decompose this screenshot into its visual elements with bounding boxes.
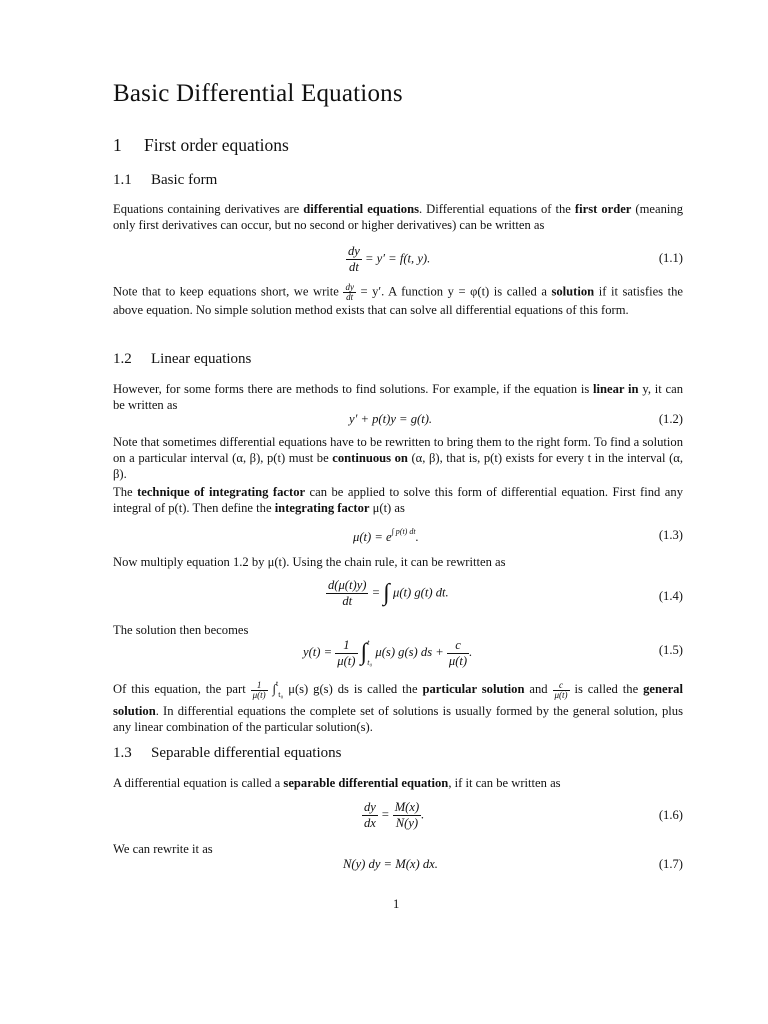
paragraph-solution-becomes: The solution then becomes — [113, 623, 249, 637]
section-number: 1 — [113, 135, 122, 155]
section-title: Linear equations — [151, 351, 252, 367]
equation-1-2: y′ + p(t)y = g(t). (1.2) — [349, 412, 683, 426]
paragraph-integrating-factor: The technique of integrating factor can be applied to solve this form of differential equation. First find any integral of p(t). Then define the integrating factor μ(t) as — [113, 485, 683, 515]
inline-fraction: $\frac{dy}{dt}$ — [345, 282, 354, 302]
equation-number: (1.5) — [658, 643, 683, 657]
equation-1-6: $\frac{dy}{dx}$ = $\frac{M(x)}{N(y)}$ . (1.6) — [364, 800, 683, 830]
subsection-heading-1-1 — [113, 172, 217, 189]
section-title: Basic form — [151, 172, 218, 188]
equation-1-4: $\frac{d(\mu(t)y)}{dt}$ = ∫ μ(t) g(t) dt. (1.4) — [328, 578, 683, 608]
term-solution: solution — [551, 284, 595, 299]
subsection-heading-1-3 — [113, 745, 341, 762]
term-separable-differential-equation: separable differential equation — [283, 776, 449, 790]
equation-1-5: y(t) = $\frac{1}{\mu(t)}$ ∫ t t₀ μ(s) g(s) ds + $\frac{c}{\mu(t)}$ . (1.5) — [303, 637, 683, 668]
paragraph-separable: A differential equation is called a separable differential equation, if it can be written as — [113, 776, 561, 790]
equation-number: (1.3) — [658, 528, 683, 542]
page-number: 1 — [393, 897, 400, 911]
fraction: $\frac{dy}{dx}$ — [364, 800, 376, 830]
paragraph-continuity: Note that sometimes differential equations have to be rewritten to bring them to the right form. To find a solution on a particular interval (α, β), p(t) must be continuous on (α, β), that is, p(t) exists for every t in the interval (α, β). — [113, 435, 684, 481]
equation-number: (1.1) — [658, 251, 683, 265]
paragraph-rewrite: We can rewrite it as — [113, 842, 213, 856]
integral-sign: ∫ — [383, 580, 390, 606]
term-particular-solution: particular solution — [422, 682, 525, 696]
equation-number: (1.6) — [658, 808, 683, 822]
equation-1-3: $\mu(t) = e^{\int p(t) dt}$. (1.3) — [353, 527, 683, 544]
equation-number: (1.7) — [658, 857, 683, 871]
inline-fraction: $\frac{1}{\mu(t)}$ — [252, 679, 266, 700]
fraction: $\frac{dy}{dt}$ — [348, 244, 360, 274]
section-title: Separable differential equations — [151, 745, 342, 761]
term-general-solution: general solution — [113, 682, 683, 718]
term-differential-equations: differential equations — [303, 202, 419, 216]
equation-number: (1.2) — [658, 412, 683, 426]
fraction: $\frac{M(x)}{N(y)}$ — [394, 800, 420, 830]
term-linear-in: linear in — [593, 382, 639, 396]
paragraph-particular-general: Of this equation, the part $\frac{1}{\mu(t)}$ ∫$^t_{t_0}$ μ(s) g(s) ds is called the particular solution and $\frac{c}{\mu(t)}$ is called the general solution. In differential equations the complete set of solutions is usually formed by the general solution, plus any linear combination of the particular solution(s). — [113, 679, 683, 734]
fraction: $\frac{c}{\mu(t)}$ — [448, 637, 468, 668]
integral-sign: ∫ — [360, 639, 368, 666]
section-number: 1.3 — [113, 745, 132, 761]
term-continuous-on: continuous on — [332, 451, 408, 465]
section-heading-1 — [113, 135, 289, 156]
section-title: First order equations — [144, 135, 289, 155]
paragraph-multiply: Now multiply equation 1.2 by μ(t). Using the chain rule, it can be rewritten as — [113, 555, 506, 569]
section-number: 1.2 — [113, 351, 132, 367]
equation-1-7: N(y) dy = M(x) dx. (1.7) — [343, 857, 683, 871]
paragraph-solution-note: Note that to keep equations short, we write $\frac{dy}{dt}$ = y′. A function y = φ(t) is called a solution if it satisfies the above equation. No simple solution method exists that can solve all differential equations of this form. — [113, 282, 684, 317]
paragraph-linear-intro: However, for some forms there are methods to find solutions. For example, if the equation is linear in y, it can be written as — [113, 382, 684, 412]
equation-number: (1.4) — [658, 589, 683, 603]
inline-fraction: $\frac{c}{\mu(t)}$ — [554, 679, 568, 700]
term-technique-of-integrating-factor: technique of integrating factor — [137, 485, 306, 499]
paragraph-basic-form: Equations containing derivatives are differential equations. Differential equations of the first order (meaning only first derivatives can occur, but no second or higher derivatives) can be written as — [113, 202, 683, 232]
section-number: 1.1 — [113, 172, 132, 188]
fraction: $\frac{d(\mu(t)y)}{dt}$ — [328, 578, 367, 608]
subsection-heading-1-2 — [113, 351, 251, 368]
fraction: $\frac{1}{\mu(t)}$ — [337, 637, 356, 668]
term-integrating-factor: integrating factor — [274, 501, 370, 515]
term-first-order: first order — [574, 202, 632, 216]
document-title: Basic Differential Equations — [113, 80, 403, 107]
equation-1-1: $\frac{dy}{dt}$ = y′ = f(t, y). (1.1) — [348, 244, 683, 274]
